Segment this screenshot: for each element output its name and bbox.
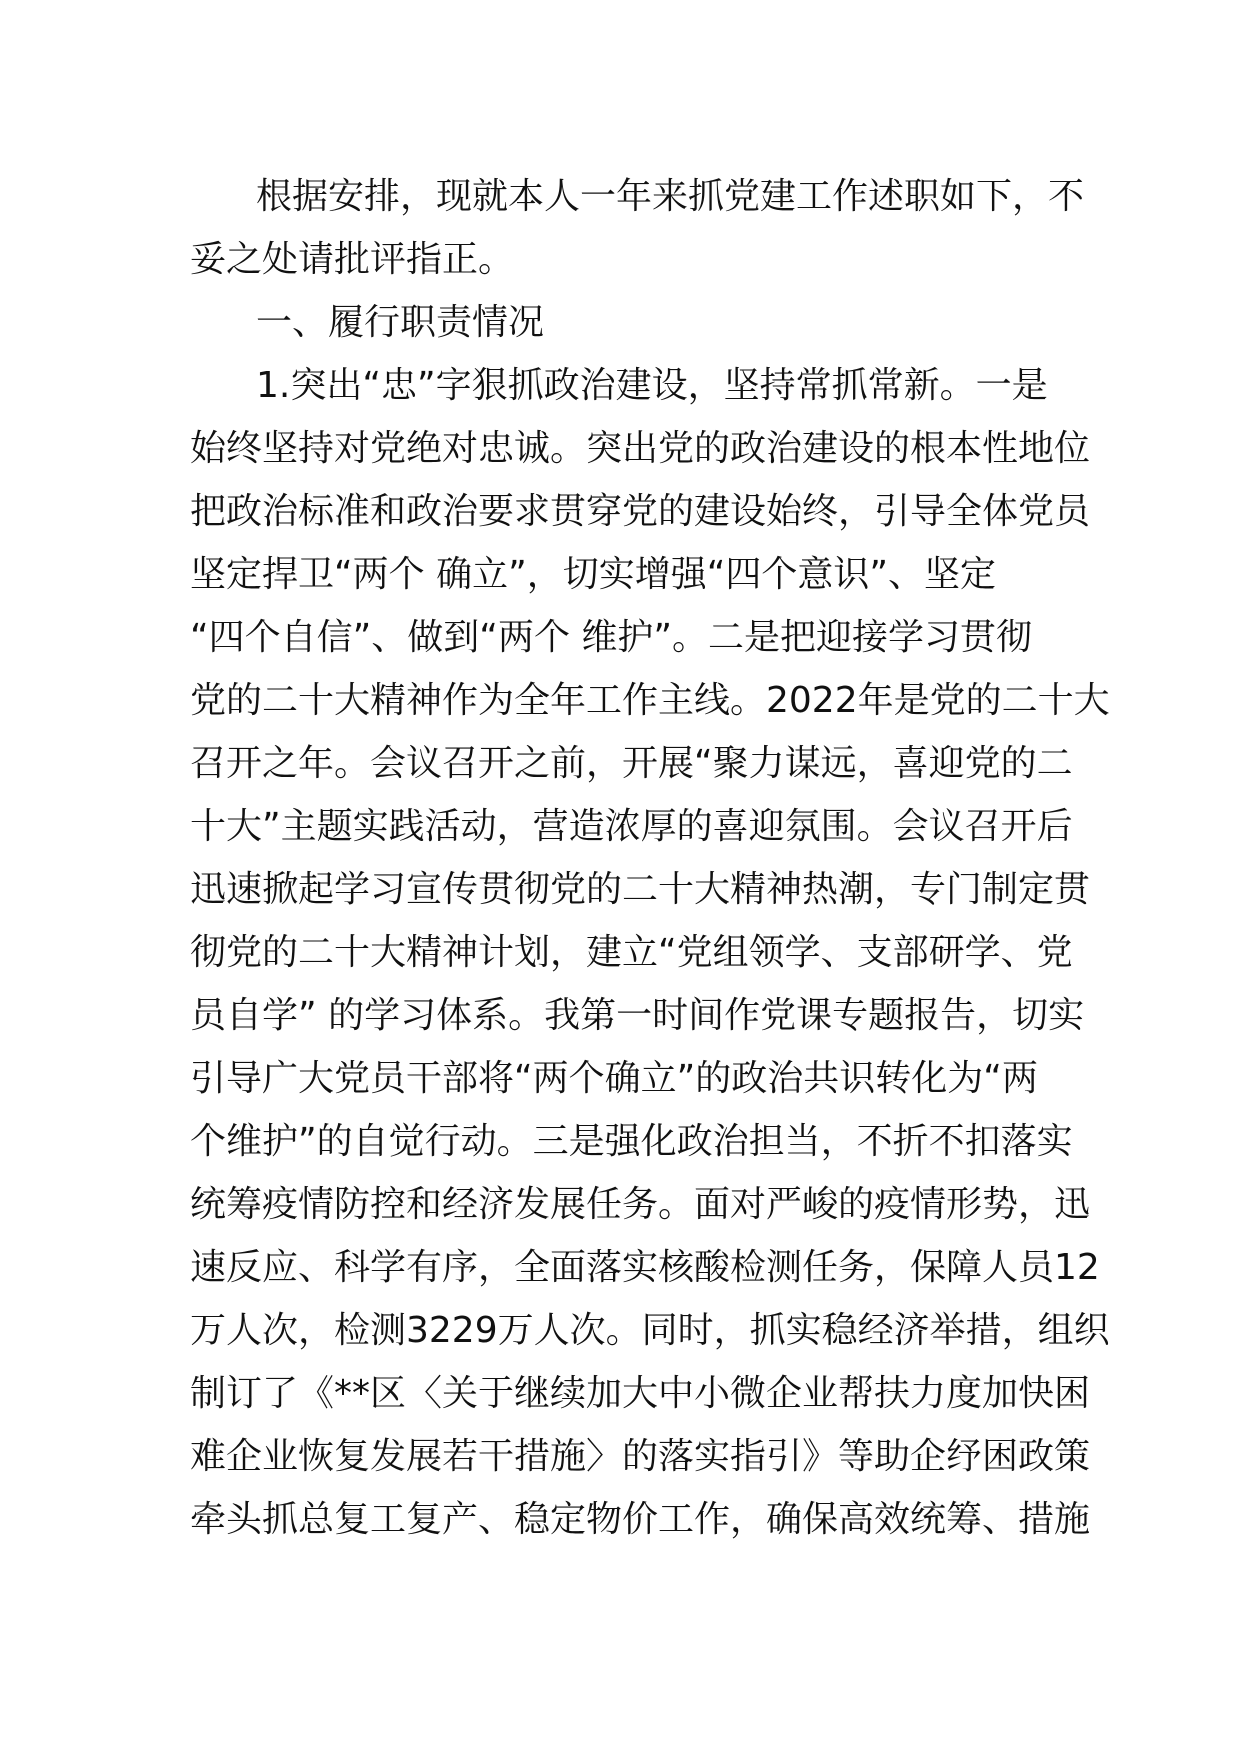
body-line-16: 万人次，检测3229万人次。同时，抓实稳经济举措，组织	[190, 1310, 1110, 1351]
document-body	[190, 165, 1110, 1551]
body-line-9: 迅速掀起学习宣传贯彻党的二十大精神热潮，专门制定贯	[190, 869, 1091, 910]
section-heading: 一、履行职责情况	[256, 302, 545, 343]
body-line-11: 员自学” 的学习体系。我第一时间作党课专题报告，切实	[190, 995, 1085, 1036]
body-line-1: 1.突出“忠”字狠抓政治建设，坚持常抓常新。一是	[256, 365, 1048, 406]
body-line-18: 难企业恢复发展若干措施〉的落实指引》等助企纾困政策	[190, 1436, 1091, 1477]
body-line-3: 把政治标准和政治要求贯穿党的建设始终，引导全体党员	[190, 491, 1091, 532]
body-line-17: 制订了《**区〈关于继续加大中小微企业帮扶力度加快困	[190, 1373, 1091, 1414]
body-line-10: 彻党的二十大精神计划，建立“党组领学、支部研学、党	[190, 932, 1073, 973]
intro-line-2: 妥之处请批评指正。	[190, 239, 515, 280]
body-line-15: 速反应、科学有序，全面落实核酸检测任务，保障人员12	[190, 1247, 1100, 1288]
body-line-13: 个维护”的自觉行动。三是强化政治担当，不折不扣落实	[190, 1121, 1073, 1162]
body-line-4: 坚定捍卫“两个 确立”，切实增强“四个意识”、坚定	[190, 554, 997, 595]
body-line-14: 统筹疫情防控和经济发展任务。面对严峻的疫情形势，迅	[190, 1184, 1091, 1225]
body-line-7: 召开之年。会议召开之前，开展“聚力谋远，喜迎党的二	[190, 743, 1073, 784]
intro-line-1: 根据安排，现就本人一年来抓党建工作述职如下，不	[256, 176, 1085, 217]
body-line-12: 引导广大党员干部将“两个确立”的政治共识转化为“两	[190, 1058, 1038, 1099]
body-line-8: 十大”主题实践活动，营造浓厚的喜迎氛围。会议召开后	[190, 806, 1073, 847]
body-line-19: 牵头抓总复工复产、稳定物价工作，确保高效统筹、措施	[190, 1499, 1091, 1540]
body-line-5: “四个自信”、做到“两个 维护”。二是把迎接学习贯彻	[190, 617, 1033, 658]
body-line-6: 党的二十大精神作为全年工作主线。2022年是党的二十大	[190, 680, 1110, 721]
body-line-2: 始终坚持对党绝对忠诚。突出党的政治建设的根本性地位	[190, 428, 1091, 469]
